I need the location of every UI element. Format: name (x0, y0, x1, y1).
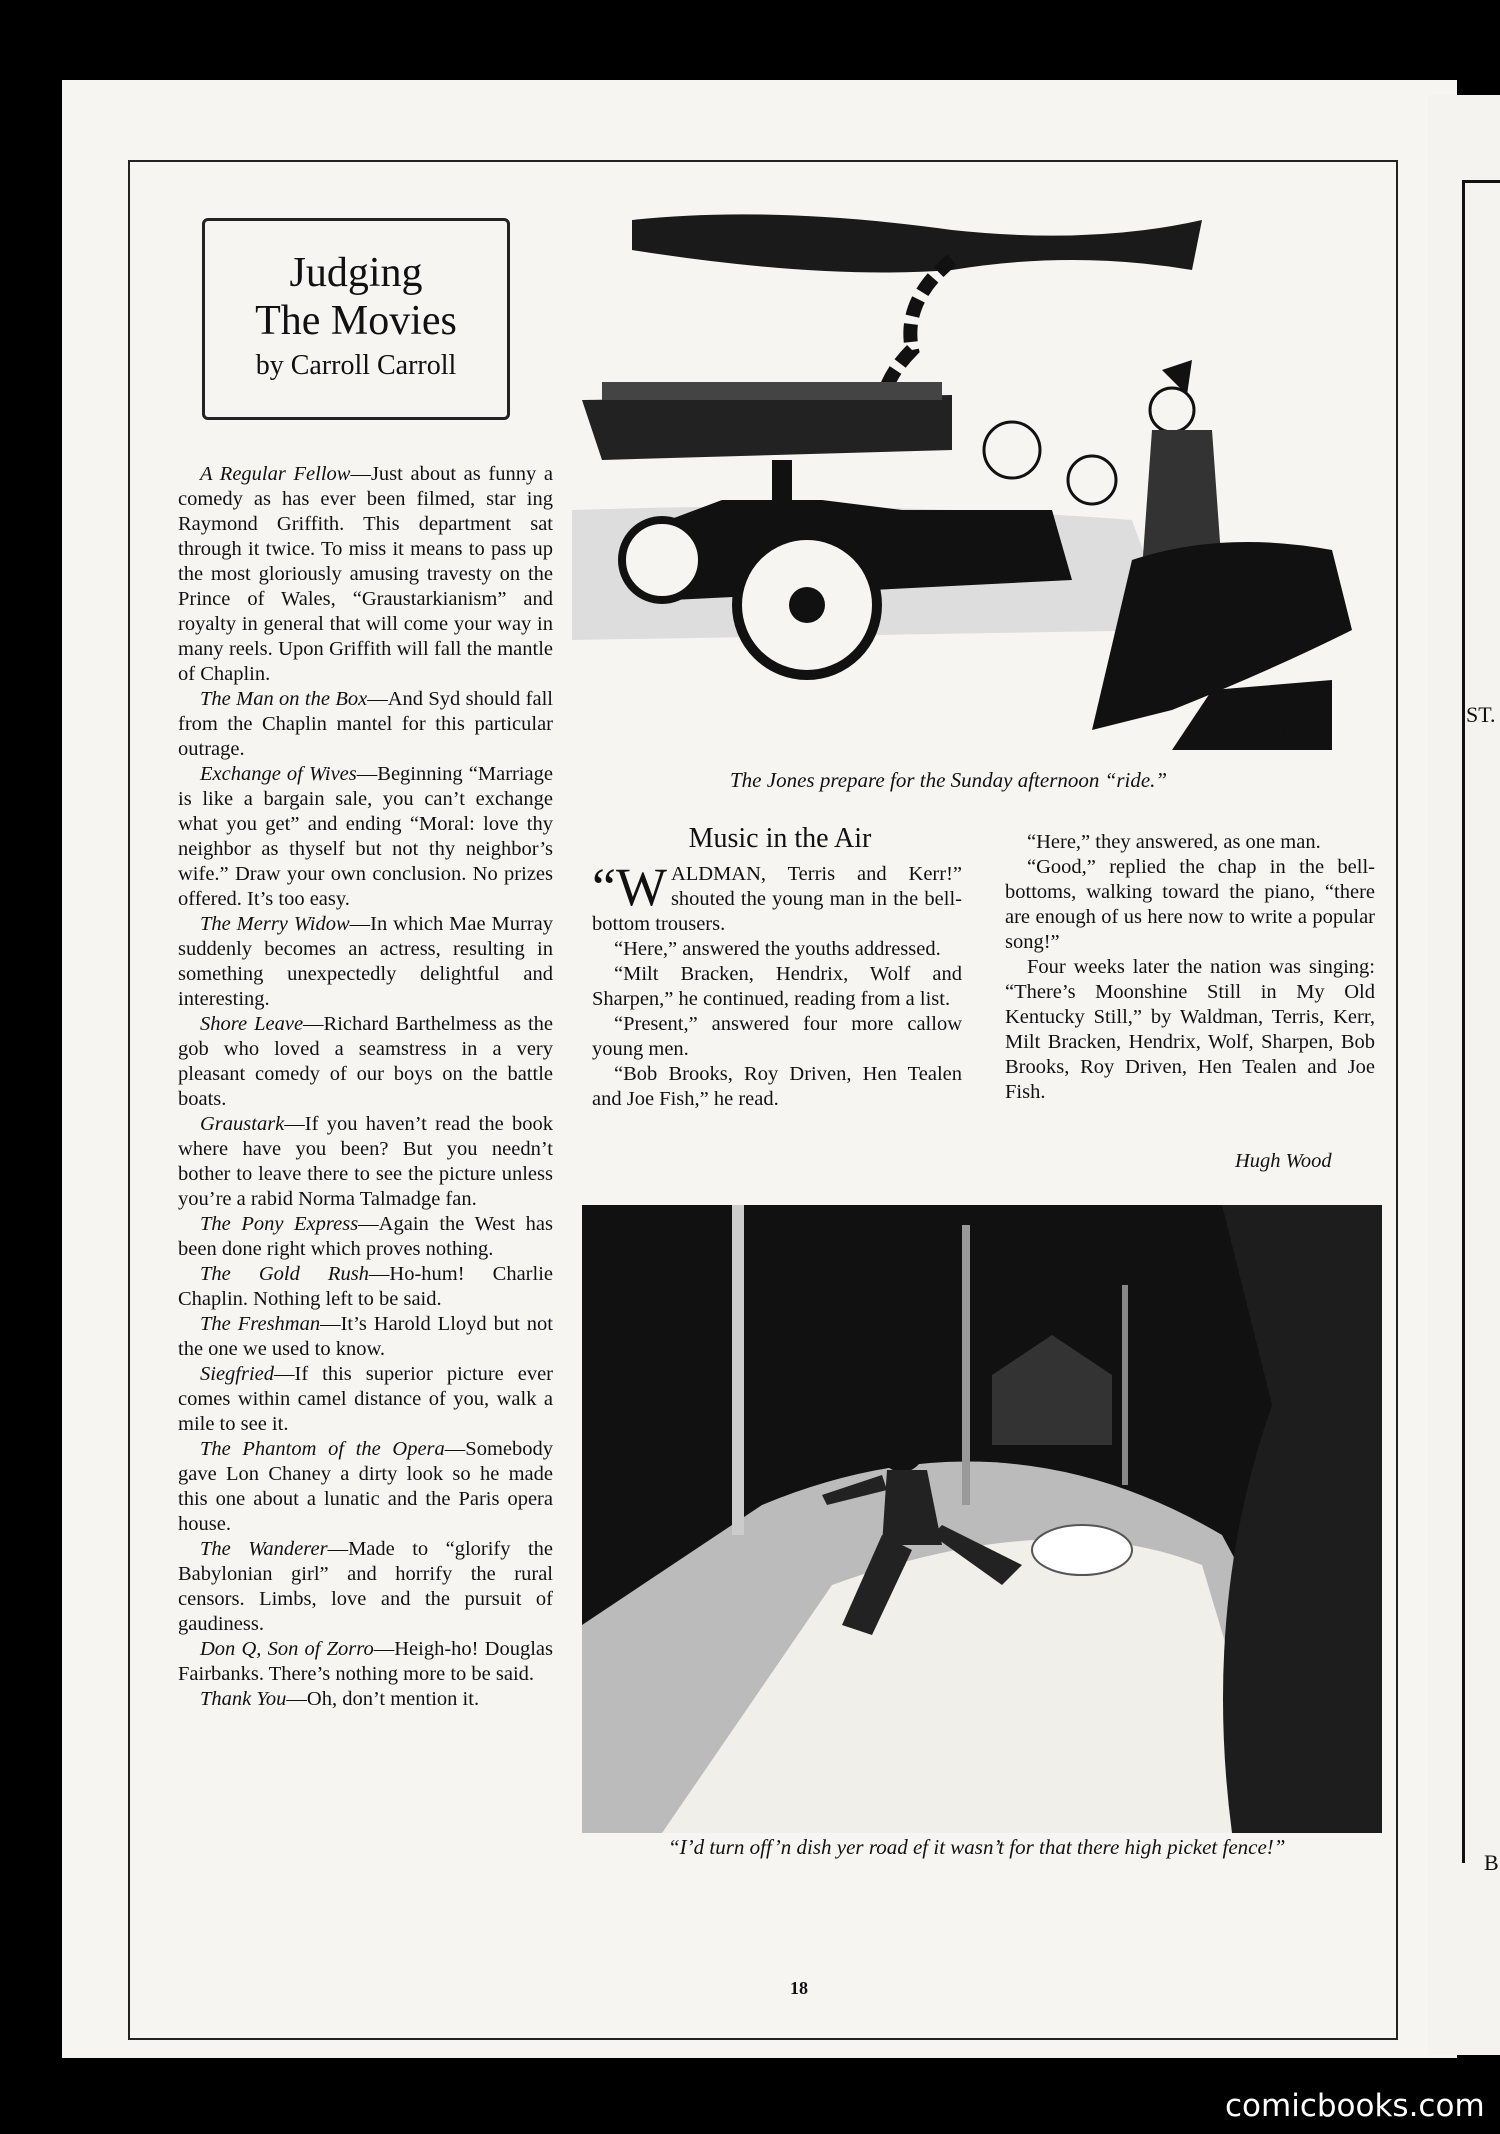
artist-signature: TOUSEY (1252, 727, 1318, 744)
story-paragraph: Four weeks later the nation was singing: “There’s Moonshine Still in My Old Kentucky Still,” by Waldman, Terris, Kerr, Milt Bracken, Hendrix, Wolf, Sharpen, Bob Brooks, Roy Driven, Hen Tealen and Joe Fish. (1005, 956, 1375, 1103)
film-title: The Phantom of the Opera (200, 1438, 445, 1460)
review-text: —In which Mae Murray suddenly becomes an actress, resulting in something unexpectedly delightful and interesting. (178, 913, 553, 1010)
review-entry (178, 1362, 553, 1437)
review-text: —Again the West has been done right which proves nothing. (178, 1213, 553, 1260)
film-title: Don Q, Son of Zorro (200, 1638, 374, 1660)
review-text: —It’s Harold Lloyd but not the one we used to know. (178, 1313, 554, 1360)
review-entry (178, 912, 553, 1012)
film-title: A Regular Fellow (200, 463, 351, 485)
story-paragraph: “Here,” answered the youths addressed. (614, 938, 941, 960)
story-opening: Terris and Kerr!” shouted the young man in the bell-bottom trousers. (592, 863, 962, 935)
watermark: comicbooks.com (1225, 2088, 1485, 2124)
reviews-column (178, 462, 553, 1712)
story-paragraph: “Bob Brooks, Roy Driven, Hen Tealen and Joe Fish,” he read. (592, 1063, 962, 1110)
review-text: —Made to “glorify the Babylonian girl” and horrify the rural censors. Limbs, love and the pursuit of gaudiness. (178, 1538, 554, 1635)
page-title-line1: Judging (289, 250, 423, 296)
film-title: The Merry Widow (200, 913, 350, 935)
film-title: Siegfried (200, 1363, 275, 1385)
review-entry (178, 1312, 553, 1362)
bottom-illustration-caption: “I’d turn off’n dish yer road ef it wasn’t for that there high picket fence!” (668, 1835, 1286, 1859)
facing-page-fragment: ST. (1466, 702, 1496, 727)
review-entry (178, 1637, 553, 1687)
film-title: The Pony Express (200, 1213, 359, 1235)
review-text: —Oh, don’t mention it. (286, 1688, 480, 1710)
byline: by Carroll Carroll (255, 350, 457, 381)
title-box (202, 218, 510, 420)
review-text: —If this superior picture ever comes within camel distance of you, walk a mile to see it. (178, 1363, 553, 1435)
film-title: The Man on the Box (200, 688, 368, 710)
film-title: The Gold Rush (200, 1263, 369, 1285)
car-illustration (572, 210, 1372, 770)
review-text: —If you haven’t read the book where have you been? But you needn’t bother to leave there to see the picture unless you’re a rabid Norma Talmadge fan. (178, 1113, 553, 1210)
night-road-illustration (582, 1205, 1382, 1833)
facing-page-fragment: B (1484, 1850, 1499, 1875)
story-paragraph: “Good,” replied the chap in the bell-bottoms, walking toward the piano, “there are enough of us here now to write a popular song!” (1005, 856, 1375, 953)
film-title: Exchange of Wives (200, 763, 357, 785)
film-title: The Freshman (200, 1313, 321, 1335)
story-column-1 (592, 857, 962, 1112)
review-text: —Somebody gave Lon Chaney a dirty look so he made this one about a lunatic and the Paris opera house. (178, 1438, 553, 1535)
film-title: Thank You (200, 1688, 287, 1710)
review-entry (178, 1537, 553, 1637)
top-illustration-caption: The Jones prepare for the Sunday afternoon “ride.” (730, 768, 1168, 792)
review-text: —And Syd should fall from the Chaplin mantel for this particular outrage. (178, 688, 553, 760)
review-entry (178, 1437, 553, 1537)
story-column-2 (1005, 830, 1375, 1105)
review-text: —Just about as funny a comedy as has ever been filmed, star ing Raymond Griffith. This department sat through it twice. To miss it means to pass up the most gloriously amusing travesty on the Prince of Wales, “Graustarkianism” and royalty in general that will come your way in many reels. Upon Griffith will fall the mantle of Chaplin. (178, 463, 553, 685)
review-entry (178, 762, 553, 912)
facing-page-frame (1462, 180, 1500, 1863)
film-title: Graustark (200, 1113, 285, 1135)
story-paragraph: “Present,” answered four more callow young men. (592, 1013, 962, 1060)
story-title: Music in the Air (688, 823, 872, 854)
review-entry (178, 1687, 553, 1712)
story-opening-smallcaps: ALDMAN, (670, 863, 767, 885)
story-paragraph: “Here,” they answered, as one man. (1027, 831, 1321, 853)
review-entry (178, 1112, 553, 1212)
review-text: —Richard Barthelmess as the gob who loved a seamstress in a very pleasant comedy of our boys on the battle boats. (178, 1013, 553, 1110)
review-text: —Heigh-ho! Douglas Fairbanks. There’s nothing more to be said. (178, 1638, 553, 1685)
review-entry (178, 1262, 553, 1312)
story-author: Hugh Wood (1235, 1150, 1332, 1172)
review-entry (178, 462, 553, 687)
film-title: The Wanderer (200, 1538, 328, 1560)
story-paragraph: “Milt Bracken, Hendrix, Wolf and Sharpen,” he continued, reading from a list. (592, 963, 962, 1010)
drop-cap: “W (592, 857, 667, 917)
page-title-line2: The Movies (255, 298, 457, 344)
review-entry (178, 687, 553, 762)
review-entry (178, 1012, 553, 1112)
review-entry (178, 1212, 553, 1262)
page-number: 18 (790, 1978, 808, 1998)
review-text: —Ho-hum! Charlie Chaplin. Nothing left to be said. (178, 1263, 553, 1310)
film-title: Shore Leave (200, 1013, 304, 1035)
review-text: —Beginning “Marriage is like a bargain sale, you can’t exchange what you get” and ending “Moral: love thy neighbor as thyself but not thy neighbor’s wife.” Draw your own conclusion. No prizes offered. It’s too easy. (178, 763, 553, 910)
